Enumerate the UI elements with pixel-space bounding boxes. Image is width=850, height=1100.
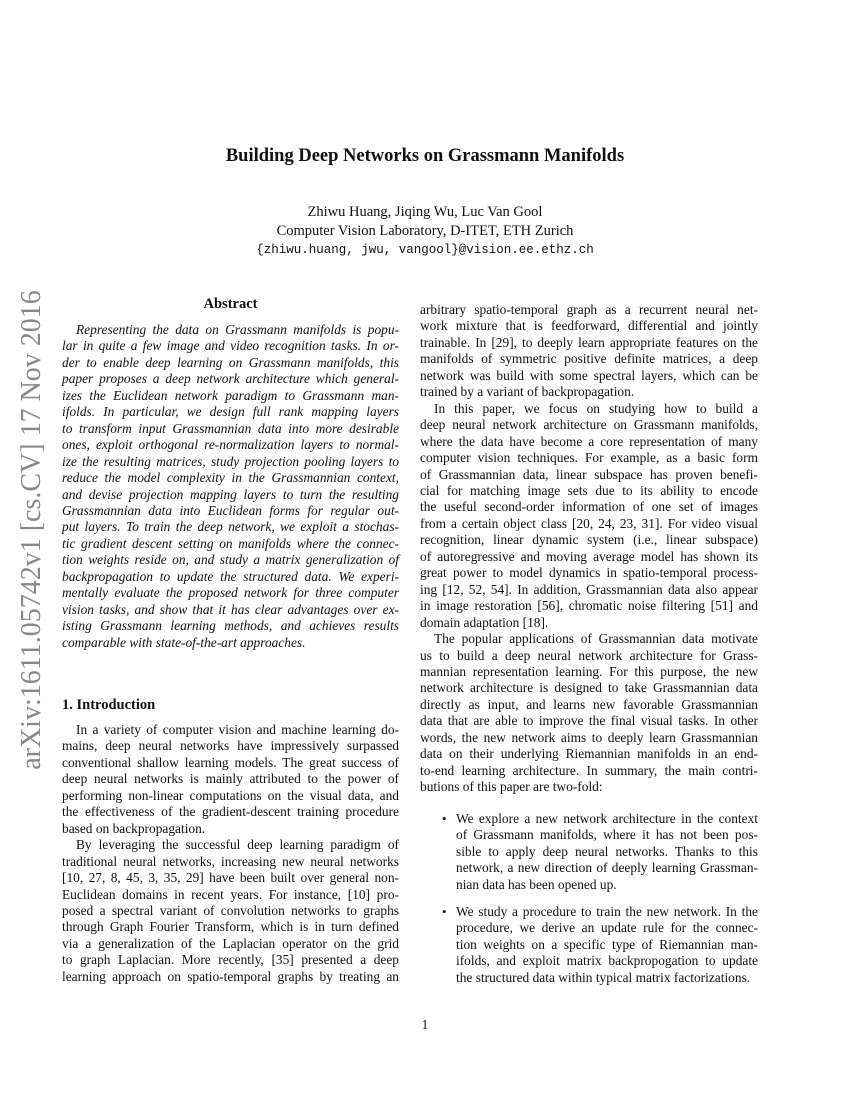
bullet-icon: • — [442, 904, 447, 919]
text-line: great power to model dynamics in spatio-temporal process- — [420, 565, 758, 581]
text-line: izes the Euclidean network paradigm to Grassmann man- — [62, 387, 399, 403]
text-line: traditional neural networks, increasing new neural networks — [62, 853, 399, 869]
text-line: der to enable deep learning on Grassmann manifolds, this — [62, 354, 399, 370]
text-line: data that are able to improve the final visual tasks. In other — [420, 713, 758, 729]
text-line: ifolds, and exploit matrix backpropogation to update — [456, 953, 758, 969]
text-line: the structured data within typical matrix factorizations. — [456, 969, 751, 985]
text-line: conventional shallow learning models. The great success of — [62, 754, 399, 770]
text-line: trainable. In [29], to deeply learn appropriate features on the — [420, 334, 758, 350]
paper-title: Building Deep Networks on Grassmann Manifolds — [225, 146, 625, 166]
intro-heading: 1. Introduction — [62, 697, 156, 713]
text-line: lar in quite a few image and video recognition tasks. In or- — [62, 338, 399, 354]
text-line: via a generalization of the Laplacian operator on the grid — [62, 935, 399, 951]
text-line: performing non-linear computations on the visual data, and — [62, 787, 399, 803]
text-line: of Grassmannian data, linear subspace has proven benefi- — [420, 466, 758, 482]
arxiv-stamp — [12, 285, 52, 775]
text-line: Euclidean domains in recent years. For instance, [10] pro- — [62, 886, 399, 902]
arxiv-stamp-text: arXiv:1611.05742v1 [cs.CV] 17 Nov 2016 — [16, 290, 47, 770]
text-line: trained by a variant of backpropagation. — [420, 384, 635, 400]
text-line: The popular applications of Grassmannian data motivate — [434, 631, 758, 647]
text-line: [10, 27, 8, 45, 3, 35, 29] have been built over general non- — [62, 870, 399, 886]
text-line: We study a procedure to train the new network. In the — [456, 904, 758, 919]
abstract-heading: Abstract — [203, 296, 258, 312]
right-column-body — [420, 302, 758, 796]
page-number: 1 — [421, 1017, 429, 1032]
paragraph — [62, 837, 399, 985]
contribution-bullet — [442, 904, 758, 986]
text-line: nian data has been opened up. — [456, 876, 617, 892]
text-line: tic gradient descent setting on manifolds where the connec- — [62, 535, 399, 551]
paragraph — [62, 722, 399, 837]
text-line: In this paper, we focus on studying how to build a — [434, 400, 758, 416]
text-line: learning approach on spatio-temporal graphs by treating an — [62, 968, 399, 984]
text-line: tion weights on a specific type of Riemannian man- — [456, 936, 758, 952]
text-line: ifolds. In particular, we design full rank mapping layers — [62, 404, 399, 420]
text-line: Representing the data on Grassmann manifolds is popu- — [76, 322, 399, 337]
text-line: deep neural networks is mainly attributed to the power of — [62, 771, 399, 787]
text-line: to-end learning architecture. In summary, the main contri- — [420, 762, 758, 778]
text-line: reduce the model complexity in the Grassmannian context, — [62, 470, 399, 486]
text-line: paper proposes a deep network architecture which general- — [62, 371, 399, 387]
text-line: By leveraging the successful deep learning paradigm of — [76, 837, 399, 853]
text-line: work mixture that is feedforward, differential and jointly — [420, 318, 758, 334]
text-line: arbitrary spatio-temporal graph as a recurrent neural net- — [420, 302, 758, 317]
text-line: the effectiveness of the gradient-descent training procedure — [62, 804, 399, 820]
text-line: put layers. To train the deep network, we exploit a stochas- — [62, 519, 399, 535]
text-line: to graph Laplacian. More recently, [35] presented a deep — [62, 952, 399, 968]
author-emails: {zhiwu.huang, jwu, vangool}@vision.ee.ethz.ch — [256, 243, 594, 257]
paragraph — [420, 631, 758, 796]
text-line: the useful second-order information of one set of images — [420, 499, 758, 515]
text-line: network was build with some spectral layers, which can be — [420, 367, 758, 383]
text-line: procedure, we derive an update rule for the connec- — [456, 920, 758, 936]
text-line: backpropagation to update the structured data. We experi- — [62, 568, 399, 584]
text-line: from a certain object class [20, 24, 23, 31]. For video visual — [420, 515, 758, 531]
text-line: butions of this paper are two-fold: — [420, 779, 603, 795]
text-line: mannian representation learning. For this purpose, the new — [420, 663, 758, 679]
text-line: posed a spectral variant of convolution networks to graphs — [62, 902, 399, 918]
abstract-body — [62, 322, 399, 651]
bullet-icon: • — [442, 811, 447, 826]
text-line: of Grassmann manifolds, where it has not been pos- — [456, 827, 758, 843]
text-line: Grassmannian data into Euclidean forms for regular out- — [62, 502, 399, 518]
text-line: comparable with state-of-the-art approaches. — [62, 634, 306, 650]
text-line: sible to apply deep neural networks. Thanks to this — [456, 843, 758, 859]
intro-body — [62, 722, 399, 985]
text-line: to transform input Grassmannian data into more desirable — [62, 420, 399, 436]
text-line: through Graph Fourier Transform, which is in turn defined — [62, 919, 399, 935]
text-line: ize the resulting matrices, study projection pooling layers to — [62, 453, 399, 469]
text-line: directly as input, and learns new favorable Grassmannian — [420, 696, 758, 712]
text-line: in image restoration [56], chromatic noise filtering [51] and — [420, 598, 758, 614]
contribution-bullet — [442, 811, 758, 893]
text-line: isting Grassmann learning methods, and achieves results — [62, 618, 399, 634]
text-line: where the data have become a core representation of many — [420, 433, 758, 449]
text-line: vision tasks, and show that it has clear advantages over ex- — [62, 601, 399, 617]
text-line: manifolds of symmetric positive definite matrices, a deep — [420, 351, 758, 367]
text-line: ones, exploit orthogonal re-normalization layers to normal- — [62, 437, 399, 453]
text-line: In a variety of computer vision and machine learning do- — [76, 722, 399, 737]
paragraph — [420, 401, 758, 631]
text-line: network, a new direction of deeply learning Grassman- — [456, 860, 758, 876]
text-line: ing [12, 52, 54]. In addition, Grassmannian data also appear — [420, 581, 758, 597]
text-line: tion weights reside on, and study a matrix generalization of — [62, 552, 399, 568]
affiliation: Computer Vision Laboratory, D-ITET, ETH Zurich — [276, 223, 574, 239]
text-line: and devise projection mapping layers to turn the resulting — [62, 486, 399, 502]
paragraph — [420, 302, 758, 401]
text-line: recognition, linear dynamic system (i.e., linear subspace) — [420, 532, 758, 548]
text-line: data on their underlying Riemannian manifolds in an end- — [420, 746, 758, 762]
text-line: We explore a new network architecture in the context — [456, 811, 758, 826]
text-line: deep neural network architecture on Grassmann manifolds, — [420, 417, 758, 433]
text-line: us to build a deep neural network architecture for Grass- — [420, 647, 758, 663]
text-line: of autoregressive and moving average model has shown its — [420, 548, 758, 564]
text-line: domain adaptation [18]. — [420, 614, 549, 630]
text-line: network architecture is designed to take Grassmannian data — [420, 680, 758, 696]
text-line: computer vision techniques. For example, as a basic form — [420, 450, 758, 466]
authors: Zhiwu Huang, Jiqing Wu, Luc Van Gool — [307, 204, 543, 220]
text-line: cial for matching image sets due to its ability to encode — [420, 482, 758, 498]
text-line: mains, deep neural networks have impressively surpassed — [62, 738, 399, 754]
text-line: words, the new network aims to deeply learn Grassmannian — [420, 729, 758, 745]
text-line: mentally evaluate the proposed network for three computer — [62, 585, 399, 601]
text-line: based on backpropagation. — [62, 820, 206, 836]
